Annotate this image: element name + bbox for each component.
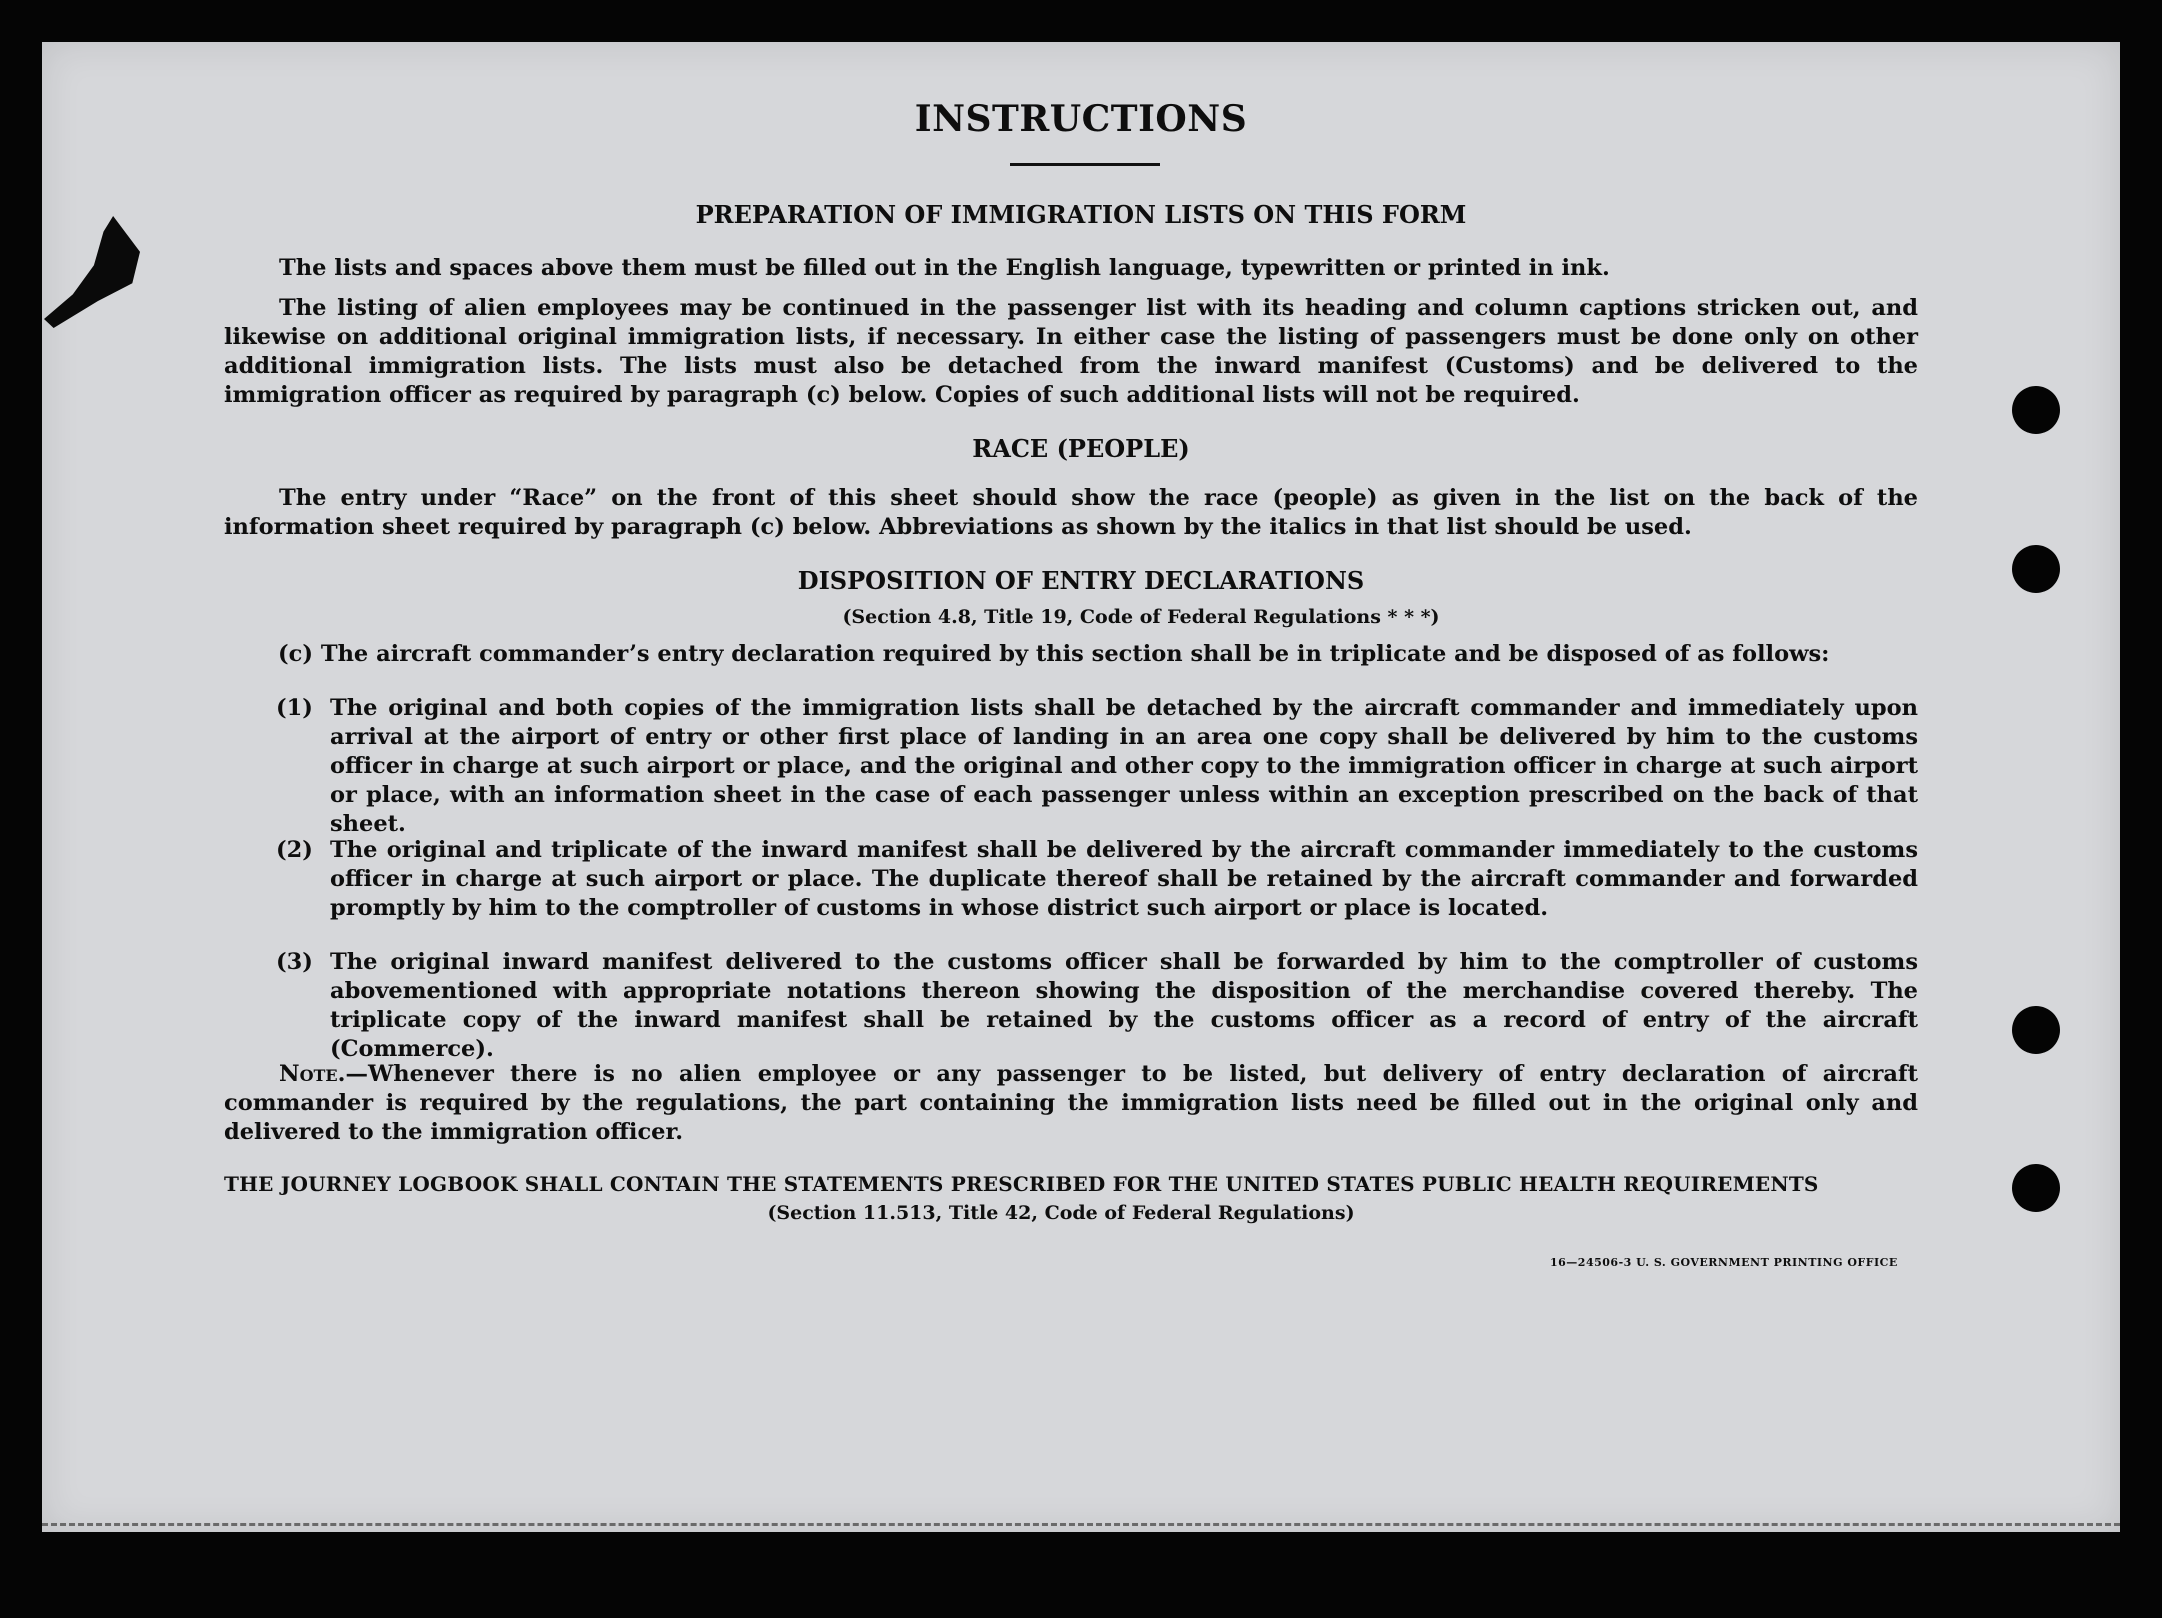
item-number: (1) bbox=[276, 695, 313, 721]
section-heading-race: RACE (PEOPLE) bbox=[972, 434, 1190, 463]
note-label: Note. bbox=[279, 1061, 346, 1087]
preparation-paragraph-1: The lists and spaces above them must be filled out in the English language, typewritten or printed in ink. bbox=[279, 255, 1610, 281]
item-text: The original inward manifest delivered to the customs officer shall be forwarded by him to the comptroller of customs abovementioned with appropriate notations thereon showing the disposition of the merchandise covered thereby. The triplicate copy of the inward manifest shall be retained by the customs officer as a record of entry of the aircraft (Commerce). bbox=[330, 949, 1918, 1062]
disposition-citation: (Section 4.8, Title 19, Code of Federal Regulations * * *) bbox=[842, 606, 1440, 628]
note-paragraph bbox=[224, 1060, 1918, 1147]
title-underline bbox=[1010, 163, 1160, 166]
race-paragraph: The entry under “Race” on the front of this sheet should show the race (people) as given in the list on the back of the information sheet required by paragraph (c) below. Abbreviations as shown by the italics in that list should be used. bbox=[224, 485, 1918, 540]
section-heading-preparation: PREPARATION OF IMMIGRATION LISTS ON THIS FORM bbox=[695, 200, 1467, 229]
health-requirements-line: THE JOURNEY LOGBOOK SHALL CONTAIN THE STATEMENTS PRESCRIBED FOR THE UNITED STATES PUBLIC HEALTH REQUIREMENTS bbox=[224, 1172, 1819, 1196]
item-number: (3) bbox=[276, 949, 313, 975]
disposition-item-1 bbox=[276, 694, 1918, 839]
preparation-paragraph-2: The listing of alien employees may be continued in the passenger list with its heading and column captions stricken out, and likewise on additional original immigration lists, if necessary. In either case the listing of passengers must be done only on other additional immigration lists. The lists must also be detached from the inward manifest (Customs) and be delivered to the immigration officer as required by paragraph (c) below. Copies of such additional lists will not be required. bbox=[224, 295, 1918, 408]
section-heading-disposition: DISPOSITION OF ENTRY DECLARATIONS bbox=[797, 566, 1365, 595]
item-text: The original and both copies of the immigration lists shall be detached by the aircraft commander and immediately upon arrival at the airport of entry or other first place of landing in an area one copy shall be delivered by him to the customs officer in charge at such airport or place, and the original and other copy to the immigration officer in charge at such airport or place, with an information sheet in the case of each passenger unless within an exception prescribed on the back of that sheet. bbox=[330, 695, 1918, 837]
item-text: The original and triplicate of the inward manifest shall be delivered by the aircraft commander immediately to the customs officer in charge at such airport or place. The duplicate thereof shall be retained by the aircraft commander and forwarded promptly by him to the comptroller of customs in whose district such airport or place is located. bbox=[330, 837, 1918, 921]
health-citation: (Section 11.513, Title 42, Code of Federal Regulations) bbox=[767, 1202, 1355, 1224]
disposition-item-2 bbox=[276, 836, 1918, 923]
disposition-item-3 bbox=[276, 948, 1918, 1064]
printing-imprint: 16—24506-3 U. S. GOVERNMENT PRINTING OFFICE bbox=[1550, 1256, 1898, 1269]
punch-hole bbox=[2012, 386, 2060, 434]
page-title: INSTRUCTIONS bbox=[914, 98, 1248, 140]
punch-hole bbox=[2012, 1006, 2060, 1054]
item-number: (2) bbox=[276, 837, 313, 863]
disposition-intro: (c) The aircraft commander’s entry declaration required by this section shall be in triplicate and be disposed of as follows: bbox=[278, 641, 1830, 667]
note-text: —Whenever there is no alien employee or any passenger to be listed, but delivery of entry declaration of aircraft commander is required by the regulations, the part containing the immigration lists need be filled out in the original only and delivered to the immigration officer. bbox=[224, 1061, 1918, 1145]
